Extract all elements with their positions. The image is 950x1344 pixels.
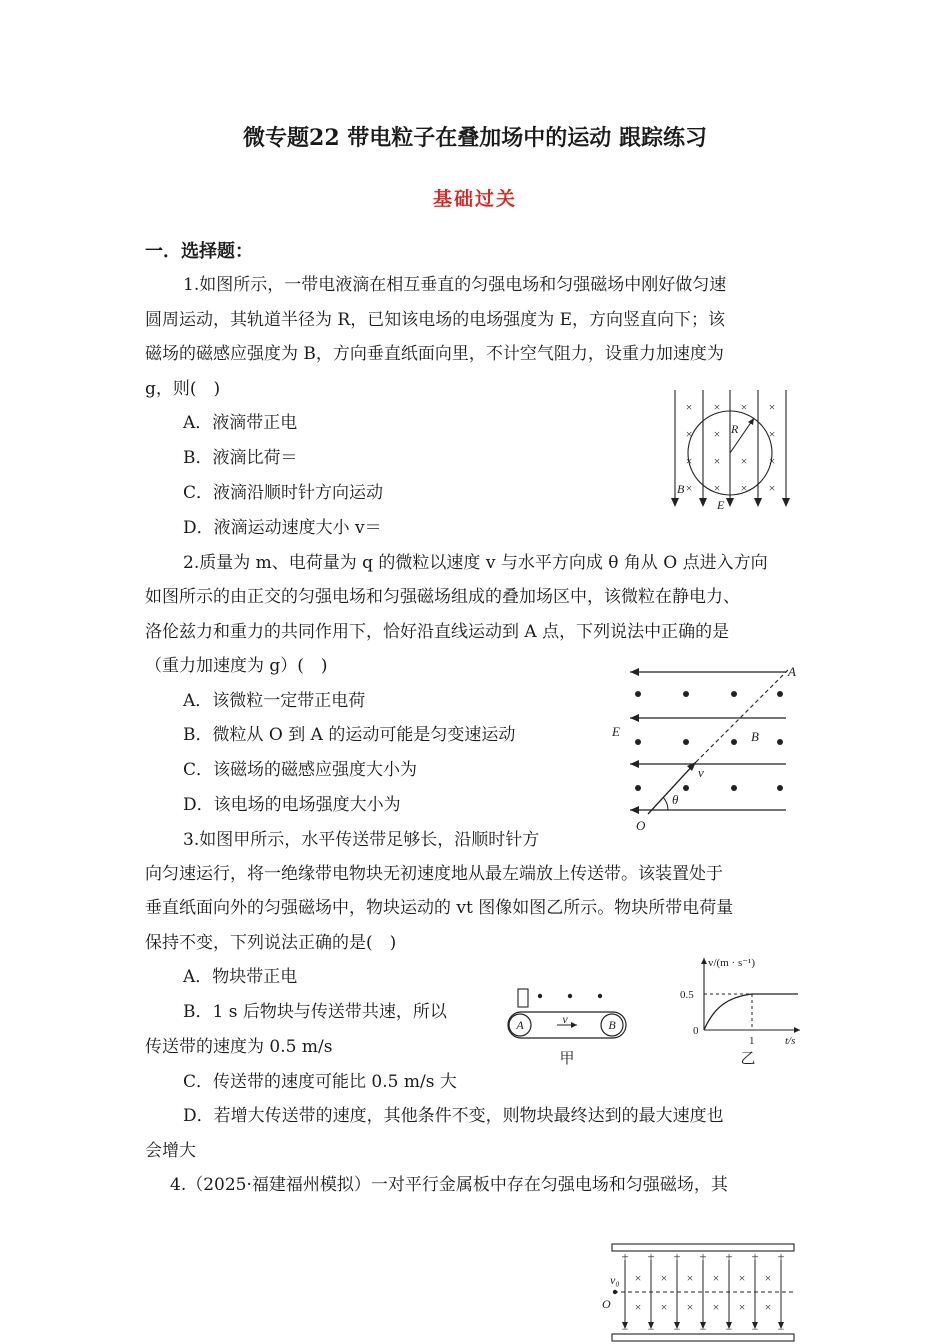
svg-text:×: × bbox=[686, 1271, 694, 1285]
svg-text:×: × bbox=[634, 1300, 642, 1314]
svg-text:1: 1 bbox=[749, 1035, 755, 1047]
svg-text:−: − bbox=[751, 1322, 759, 1336]
q1-line-4: g，则( ) bbox=[145, 379, 221, 399]
q2-label-a: A bbox=[788, 664, 796, 679]
svg-text:×: × bbox=[686, 1300, 694, 1314]
q1-option-b: B．液滴比荷＝ bbox=[183, 448, 298, 468]
q3-option-d-line-2: 会增大 bbox=[145, 1141, 196, 1161]
q3-line-2: 向匀速运行，将一绝缘带电物块无初速度地从最左端放上传送带。该装置处于 bbox=[145, 864, 723, 884]
q3-option-b-line-2: 传送带的速度为 0.5 m/s bbox=[145, 1037, 333, 1057]
q3-caption-jia: 甲 bbox=[559, 1051, 575, 1067]
svg-text:×: × bbox=[713, 481, 721, 495]
q3-option-c: C．传送带的速度可能比 0.5 m/s 大 bbox=[183, 1072, 457, 1092]
svg-text:0: 0 bbox=[693, 1025, 699, 1037]
q1-option-d: D．液滴运动速度大小 v＝ bbox=[183, 518, 382, 538]
q4-label-o: O bbox=[602, 1297, 611, 1311]
svg-text:×: × bbox=[768, 454, 776, 468]
svg-text:×: × bbox=[740, 454, 748, 468]
q2-line-1: 2.质量为 m、电荷量为 q 的微粒以速度 v 与水平方向成 θ 角从 O 点进入方向 bbox=[183, 553, 768, 573]
svg-text:×: × bbox=[740, 481, 748, 495]
svg-text:+: + bbox=[751, 1249, 759, 1264]
q2-option-a: A．该微粒一定带正电荷 bbox=[183, 691, 366, 711]
svg-text:×: × bbox=[660, 1300, 668, 1314]
q1-line-3: 磁场的磁感应强度为 B，方向垂直纸面向里，不计空气阻力，设重力加速度为 bbox=[145, 344, 724, 364]
svg-text:A: A bbox=[516, 1018, 524, 1032]
svg-text:×: × bbox=[764, 1300, 772, 1314]
svg-text:×: × bbox=[713, 454, 721, 468]
q2-option-d: D．该电场的电场强度大小为 bbox=[183, 795, 401, 815]
q4-line-1: 4.（2025·福建福州模拟）一对平行金属板中存在匀强电场和匀强磁场，其 bbox=[170, 1175, 728, 1195]
q3-caption-yi: 乙 bbox=[740, 1051, 756, 1067]
svg-text:×: × bbox=[768, 481, 776, 495]
svg-text:×: × bbox=[768, 400, 776, 414]
svg-text:×: × bbox=[713, 427, 721, 441]
q1-label-b: B bbox=[677, 482, 685, 496]
svg-text:+: + bbox=[725, 1249, 733, 1264]
q2-option-b: B．微粒从 O 到 A 的运动可能是匀变速运动 bbox=[183, 725, 516, 745]
q3-option-a: A．物块带正电 bbox=[183, 967, 298, 987]
svg-text:−: − bbox=[777, 1322, 785, 1336]
q2-label-e: E bbox=[612, 724, 620, 739]
svg-text:+: + bbox=[777, 1249, 785, 1264]
q4-figure bbox=[596, 1240, 801, 1344]
q2-label-v: v bbox=[698, 765, 704, 780]
q3-line-1: 3.如图甲所示，水平传送带足够长，沿顺时针方 bbox=[183, 830, 540, 850]
svg-text:×: × bbox=[660, 1271, 668, 1285]
svg-text:+: + bbox=[673, 1249, 681, 1264]
svg-text:×: × bbox=[764, 1271, 772, 1285]
svg-text:×: × bbox=[768, 427, 776, 441]
q2-label-theta: θ bbox=[672, 792, 679, 807]
q3-figure-yi bbox=[676, 952, 806, 1070]
q1-label-e: E bbox=[717, 498, 725, 512]
q3-option-d-line-1: D．若增大传送带的速度，其他条件不变，则物块最终达到的最大速度也 bbox=[183, 1106, 724, 1126]
svg-text:B: B bbox=[608, 1018, 616, 1032]
q3-figure-jia bbox=[502, 985, 632, 1070]
section-subtitle: 基础过关 bbox=[432, 188, 517, 210]
q2-line-2: 如图所示的由正交的匀强电场和匀强磁场组成的叠加场区中，该微粒在静电力、 bbox=[145, 587, 740, 607]
svg-text:×: × bbox=[740, 400, 748, 414]
q3-line-3: 垂直纸面向外的匀强磁场中，物块运动的 vt 图像如图乙所示。物块所带电荷量 bbox=[145, 898, 734, 918]
q3-line-4: 保持不变，下列说法正确的是( ) bbox=[145, 933, 397, 953]
svg-text:+: + bbox=[647, 1249, 655, 1264]
svg-text:−: − bbox=[673, 1322, 681, 1336]
q2-option-c: C．该磁场的磁感应强度大小为 bbox=[183, 760, 418, 780]
q3-yi-ylabel: v/(m · s⁻¹) bbox=[708, 957, 755, 969]
svg-text:t/s: t/s bbox=[785, 1035, 796, 1047]
q1-option-a: A．液滴带正电 bbox=[183, 413, 298, 433]
svg-text:×: × bbox=[685, 481, 693, 495]
q2-label-b: B bbox=[751, 729, 759, 744]
svg-text:×: × bbox=[634, 1271, 642, 1285]
svg-text:+: + bbox=[699, 1249, 707, 1264]
svg-text:×: × bbox=[685, 400, 693, 414]
svg-text:×: × bbox=[713, 400, 721, 414]
svg-text:×: × bbox=[738, 1300, 746, 1314]
q1-label-r: R bbox=[731, 422, 739, 436]
q4-label-v0: v₀ bbox=[610, 1273, 620, 1287]
svg-text:×: × bbox=[712, 1300, 720, 1314]
q1-line-1: 1.如图所示，一带电液滴在相互垂直的匀强电场和匀强磁场中刚好做匀速 bbox=[183, 275, 727, 295]
q1-figure bbox=[665, 388, 795, 513]
svg-text:×: × bbox=[712, 1271, 720, 1285]
section-heading: 一．选择题： bbox=[145, 241, 253, 262]
page-title: 微专题22 带电粒子在叠加场中的运动 跟踪练习 bbox=[243, 125, 707, 151]
q2-label-o: O bbox=[636, 818, 646, 833]
svg-text:+: + bbox=[621, 1249, 629, 1264]
q2-figure bbox=[608, 662, 803, 834]
svg-text:−: − bbox=[699, 1322, 707, 1336]
svg-text:×: × bbox=[685, 427, 693, 441]
q1-option-c: C．液滴沿顺时针方向运动 bbox=[183, 483, 384, 503]
svg-text:−: − bbox=[647, 1322, 655, 1336]
svg-text:v: v bbox=[562, 1012, 568, 1026]
q2-line-3: 洛伦兹力和重力的共同作用下，恰好沿直线运动到 A 点，下列说法中正确的是 bbox=[145, 622, 730, 642]
svg-text:−: − bbox=[725, 1322, 733, 1336]
svg-text:×: × bbox=[685, 454, 693, 468]
q1-line-2: 圆周运动，其轨道半径为 R，已知该电场的电场强度为 E，方向竖直向下；该 bbox=[145, 310, 726, 330]
q2-line-4: （重力加速度为 g）( ) bbox=[145, 656, 328, 676]
svg-text:−: − bbox=[621, 1322, 629, 1336]
q3-option-b-line-1: B．1 s 后物块与传送带共速，所以 bbox=[183, 1002, 447, 1022]
svg-text:×: × bbox=[738, 1271, 746, 1285]
svg-text:0.5: 0.5 bbox=[680, 989, 694, 1001]
